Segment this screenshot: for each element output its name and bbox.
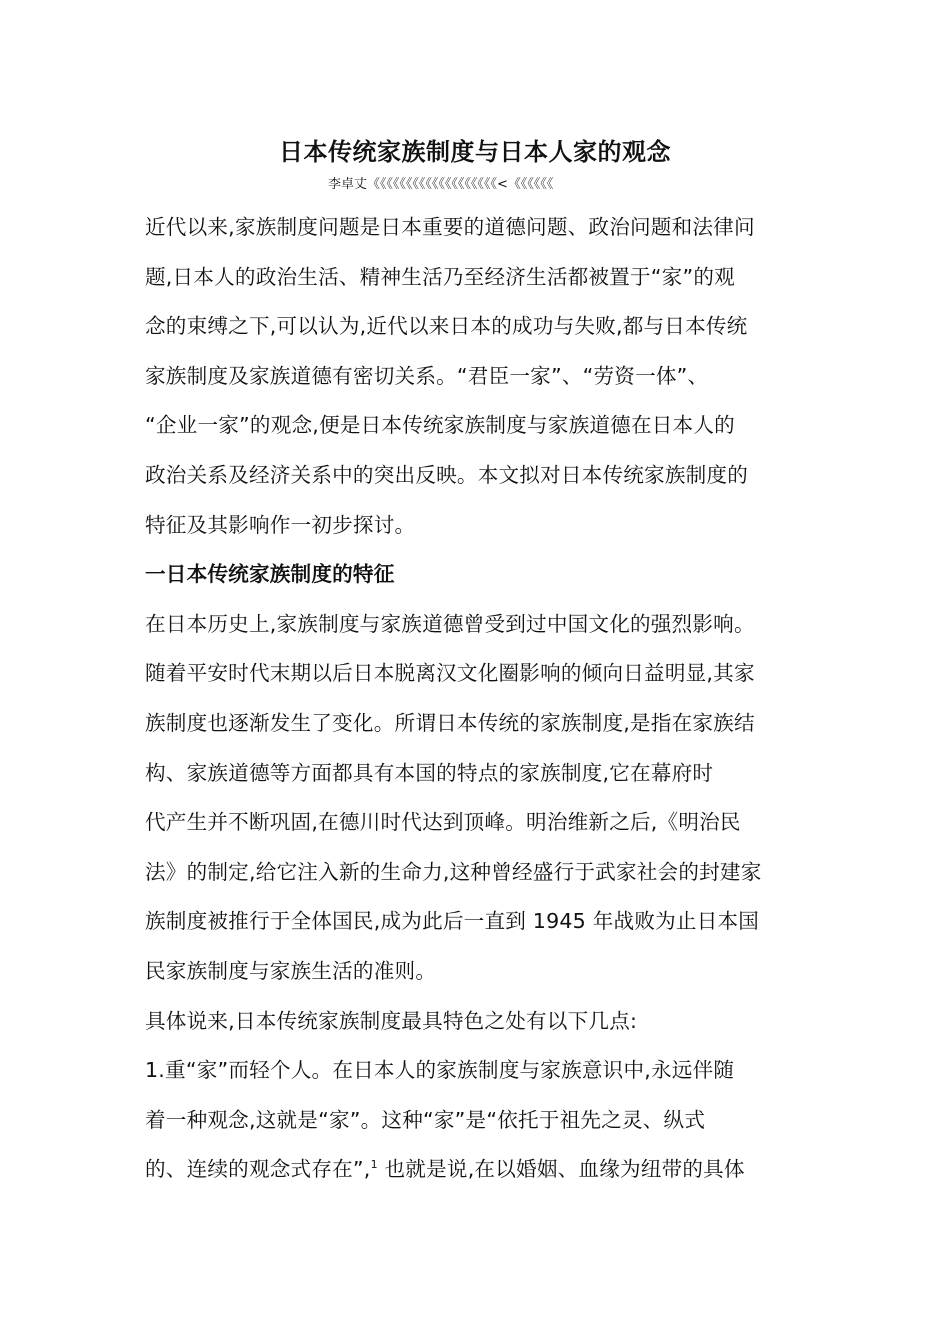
text-line: 随着平安时代末期以后日本脱离汉文化圈影响的倾向日益明显,其家 — [145, 661, 755, 686]
text-line: 法》的制定,给它注入新的生命力,这种曾经盛行于武家社会的封建家 — [145, 859, 762, 884]
text-line: 具体说来,日本传统家族制度最具特色之处有以下几点: — [145, 1008, 638, 1033]
text-line — [145, 1145, 809, 1195]
text-line: 政治关系及经济关系中的突出反映。本文拟对日本传统家族制度的 — [145, 462, 749, 487]
text-fragment: 的、连续的观念式存在”, — [145, 1157, 371, 1182]
document-title: 日本传统家族制度与日本人家的观念 — [279, 138, 671, 166]
text-line: 构、家族道德等方面都具有本国的特点的家族制度,它在幕府时 — [145, 760, 714, 785]
text-line: 念的束缚之下,可以认为,近代以来日本的成功与失败,都与日本传统 — [145, 314, 748, 339]
text-line: 题,日本人的政治生活、精神生活乃至经济生活都被置于“家”的观 — [145, 264, 735, 289]
text-line: 近代以来,家族制度问题是日本重要的道德问题、政治问题和法律问 — [145, 215, 755, 239]
text-line: 民家族制度与家族生活的准则。 — [145, 958, 437, 983]
text-line: 族制度也逐渐发生了变化。所谓日本传统的家族制度,是指在家族结 — [145, 710, 755, 735]
text-line: “企业一家”的观念,便是日本传统家族制度与家族道德在日本人的 — [145, 413, 735, 438]
text-line: 特征及其影响作一初步探讨。 — [145, 512, 416, 537]
text-line: 在日本历史上,家族制度与家族道德曾受到过中国文化的强烈影响。 — [145, 611, 755, 636]
text-line: 家族制度及家族道德有密切关系。“君臣一家”、“劳资一体”、 — [145, 363, 709, 388]
text-line: 代产生并不断巩固,在德川时代达到顶峰。明治维新之后,《明治民 — [145, 810, 741, 835]
footnote-marker[interactable]: 1 — [370, 1158, 378, 1172]
text-line: 族制度被推行于全体国民,成为此后一直到 1945 年战败为止日本国 — [145, 909, 760, 934]
document-body — [145, 203, 809, 1195]
section-heading: 一日本传统家族制度的特征 — [145, 562, 395, 587]
text-fragment: 也就是说,在以婚姻、血缘为纽带的具体 — [384, 1157, 745, 1182]
text-line: 1.重“家”而轻个人。在日本人的家族制度与家族意识中,永远伴随 — [145, 1058, 735, 1083]
author-byline: 李卓丈《《《《《《《《《《《《《《《《《《《<《《《《《《 — [328, 177, 554, 192]
text-line: 着一种观念,这就是“家”。这种“家”是“依托于祖先之灵、纵式 — [145, 1107, 706, 1132]
